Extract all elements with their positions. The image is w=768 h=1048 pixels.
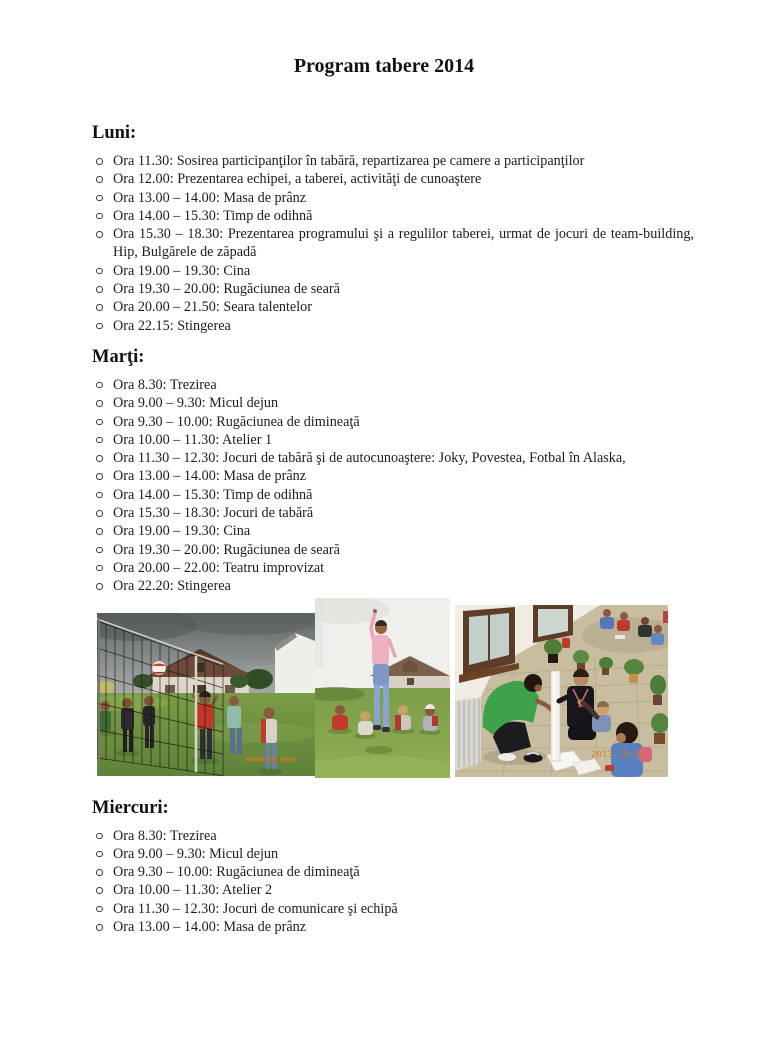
schedule-item: Ora 9.30 – 10.00: Rugăciunea de dimineaţă	[92, 413, 694, 431]
schedule-item: Ora 9.30 – 10.00: Rugăciunea de dimineaţă	[92, 863, 694, 881]
paper-tube	[551, 671, 560, 761]
schedule-item: Ora 8.30: Trezirea	[92, 376, 694, 394]
circle-bullet-icon	[96, 565, 103, 572]
circle-bullet-icon	[96, 528, 103, 535]
schedule-item: Ora 14.00 – 15.30: Timp de odihnă	[92, 486, 694, 504]
schedule-item: Ora 20.00 – 22.00: Teatru improvizat	[92, 559, 694, 577]
photo-indoor-activity	[455, 605, 668, 777]
schedule-list-miercuri	[92, 827, 694, 937]
photo-timestamp: 2013 10:20	[591, 749, 646, 760]
schedule-item: Ora 12.00: Prezentarea echipei, a taberei, activităţi de cunoaştere	[92, 170, 694, 188]
schedule-item: Ora 9.00 – 9.30: Micul dejun	[92, 394, 694, 412]
circle-bullet-icon	[96, 851, 103, 858]
schedule-item: Ora 11.30: Sosirea participanţilor în tabără, repartizarea pe camere a participanţilor	[92, 152, 694, 170]
schedule-item: Ora 19.00 – 19.30: Cina	[92, 522, 694, 540]
circle-bullet-icon	[96, 231, 103, 238]
schedule-item: Ora 8.30: Trezirea	[92, 827, 694, 845]
schedule-item: Ora 14.00 – 15.30: Timp de odihnă	[92, 207, 694, 225]
circle-bullet-icon	[96, 176, 103, 183]
circle-bullet-icon	[96, 268, 103, 275]
circle-bullet-icon	[96, 473, 103, 480]
page-title: Program tabere 2014	[293, 55, 475, 77]
schedule-item: Ora 19.30 – 20.00: Rugăciunea de seară	[92, 280, 694, 298]
circle-bullet-icon	[96, 455, 103, 462]
circle-bullet-icon	[96, 323, 103, 330]
schedule-item: Ora 11.30 – 12.30: Jocuri de comunicare şi echipă	[92, 900, 694, 918]
section-heading-luni: Luni:	[92, 123, 137, 143]
section-heading-miercuri: Miercuri:	[92, 797, 169, 818]
photo-girl-raising-hand	[315, 598, 450, 778]
schedule-item: Ora 10.00 – 11.30: Atelier 2	[92, 881, 694, 899]
circle-bullet-icon	[96, 833, 103, 840]
document-body	[92, 124, 694, 936]
circle-bullet-icon	[96, 304, 103, 311]
circle-bullet-icon	[96, 906, 103, 913]
circle-bullet-icon	[96, 492, 103, 499]
schedule-item: Ora 22.20: Stingerea	[92, 577, 694, 595]
circle-bullet-icon	[96, 213, 103, 220]
circle-bullet-icon	[96, 869, 103, 876]
circle-bullet-icon	[96, 583, 103, 590]
schedule-item: Ora 13.00 – 14.00: Masa de prânz	[92, 189, 694, 207]
circle-bullet-icon	[96, 158, 103, 165]
schedule-list-luni	[92, 152, 694, 335]
schedule-item: Ora 13.00 – 14.00: Masa de prânz	[92, 467, 694, 485]
circle-bullet-icon	[96, 510, 103, 517]
schedule-item: Ora 11.30 – 12.30: Jocuri de tabără şi de autocunoaştere: Joky, Povestea, Fotbal în Alaska,	[92, 449, 694, 467]
schedule-item: Ora 15.30 – 18.30: Jocuri de tabără	[92, 504, 694, 522]
circle-bullet-icon	[96, 419, 103, 426]
schedule-item: Ora 20.00 – 21.50: Seara talentelor	[92, 298, 694, 316]
schedule-item: Ora 22.15: Stingerea	[92, 317, 694, 335]
schedule-item: Ora 10.00 – 11.30: Atelier 1	[92, 431, 694, 449]
circle-bullet-icon	[96, 195, 103, 202]
section-heading-marti: Marţi:	[92, 346, 145, 367]
schedule-item: Ora 15.30 – 18.30: Prezentarea programului şi a regulilor taberei, urmat de jocuri de team-building, Hip, Bulgărele de zăpadă	[92, 225, 694, 262]
schedule-list-marti	[92, 376, 694, 596]
circle-bullet-icon	[96, 382, 103, 389]
photo-volleyball-game	[97, 613, 315, 776]
schedule-item: Ora 19.00 – 19.30: Cina	[92, 262, 694, 280]
photo-timestamp-blur	[245, 757, 295, 762]
circle-bullet-icon	[96, 924, 103, 931]
schedule-item: Ora 13.00 – 14.00: Masa de prânz	[92, 918, 694, 936]
circle-bullet-icon	[96, 437, 103, 444]
photo-strip	[92, 598, 694, 779]
circle-bullet-icon	[96, 400, 103, 407]
volleyball-icon	[152, 661, 166, 675]
schedule-item: Ora 19.30 – 20.00: Rugăciunea de seară	[92, 541, 694, 559]
circle-bullet-icon	[96, 286, 103, 293]
schedule-item: Ora 9.00 – 9.30: Micul dejun	[92, 845, 694, 863]
circle-bullet-icon	[96, 887, 103, 894]
circle-bullet-icon	[96, 547, 103, 554]
